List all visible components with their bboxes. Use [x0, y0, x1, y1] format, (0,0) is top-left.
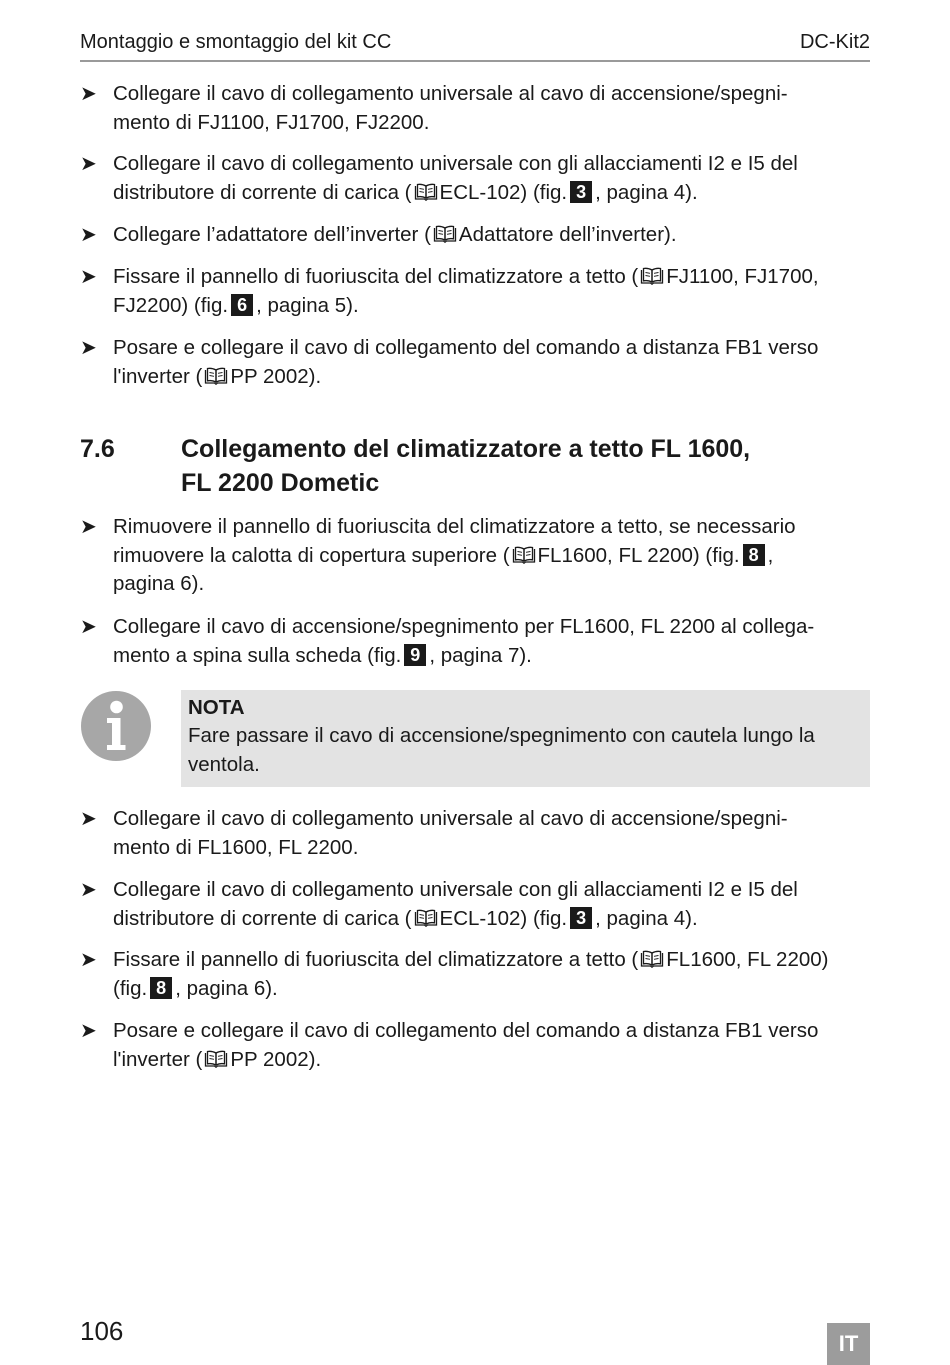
arrow-bullet-icon: ➤: [80, 949, 97, 971]
section-number: 7.6: [80, 435, 115, 463]
arrow-bullet-icon: ➤: [80, 1020, 97, 1042]
reference-text: FL1600, FL 2200) (fig.: [537, 543, 740, 567]
reference-text: ECL-102) (fig.: [439, 906, 568, 930]
step-text-line: Collegare il cavo di collegamento universale con gli allacciamenti I2 e I5 del: [113, 152, 798, 175]
step-text: rimuovere la calotta di copertura superiore (: [113, 543, 510, 567]
arrow-bullet-icon: ➤: [80, 224, 97, 246]
step-text: ,: [767, 543, 774, 567]
section-title-line: Collegamento del climatizzatore a tetto FL 1600,: [181, 435, 751, 463]
step-text: mento a spina sulla scheda (fig.: [113, 643, 402, 667]
note-box: [181, 690, 870, 787]
header-chapter-title: Montaggio e smontaggio del kit CC: [80, 31, 392, 53]
step-text: , pagina 4).: [595, 180, 698, 204]
header-product-name: DC-Kit2: [799, 31, 870, 53]
book-reference-icon: [204, 367, 228, 385]
step-text: (fig.: [113, 976, 148, 1000]
reference-text: PP 2002).: [230, 364, 322, 388]
step-text: , pagina 7).: [429, 643, 532, 667]
reference-text: Adattatore dell’inverter).: [458, 223, 677, 246]
arrow-bullet-icon: ➤: [80, 516, 97, 538]
arrow-bullet-icon: ➤: [80, 266, 97, 288]
step-text-line: Posare e collegare il cavo di collegamento del comando a distanza FB1 verso: [113, 1019, 819, 1042]
book-reference-icon: [204, 1050, 228, 1068]
book-reference-icon: [640, 267, 664, 285]
figure-number-badge: 3: [570, 181, 592, 203]
step-text: , pagina 6).: [175, 976, 278, 1000]
step-text-line: Collegare il cavo di collegamento universale al cavo di accensione/spegni-: [113, 82, 788, 105]
reference-text: FJ1100, FJ1700,: [666, 265, 819, 288]
book-reference-icon: [640, 950, 664, 968]
step-text: Fissare il pannello di fuoriuscita del climatizzatore a tetto (: [113, 948, 639, 971]
step-text: l'inverter (: [113, 364, 203, 388]
figure-number-badge: 9: [404, 644, 426, 666]
arrow-bullet-icon: ➤: [80, 808, 97, 830]
note-text-line: ventola.: [188, 752, 260, 776]
section-title-line: FL 2200 Dometic: [181, 469, 380, 497]
figure-number-badge: 6: [231, 294, 253, 316]
step-text-line: pagina 6).: [113, 572, 205, 595]
step-text-line: Rimuovere il pannello di fuoriuscita del climatizzatore a tetto, se necessario: [113, 515, 796, 538]
step-text: , pagina 4).: [595, 906, 698, 930]
reference-text: ECL-102) (fig.: [439, 180, 568, 204]
figure-number-badge: 3: [570, 907, 592, 929]
step-text: distributore di corrente di carica (: [113, 906, 412, 930]
step-text-line: mento di FL1600, FL 2200.: [113, 835, 359, 859]
note-text-line: Fare passare il cavo di accensione/spegnimento con cautela lungo la: [188, 724, 815, 747]
note-label: NOTA: [188, 696, 245, 719]
figure-number-badge: 8: [150, 977, 172, 999]
step-text-line: Collegare il cavo di accensione/spegnimento per FL1600, FL 2200 al collega-: [113, 615, 815, 638]
reference-text: FL1600, FL 2200): [666, 948, 829, 971]
arrow-bullet-icon: ➤: [80, 83, 97, 105]
step-text-line: Posare e collegare il cavo di collegamento del comando a distanza FB1 verso: [113, 336, 819, 359]
step-text-line: Collegare il cavo di collegamento universale con gli allacciamenti I2 e I5 del: [113, 878, 798, 901]
language-tab: IT: [827, 1323, 870, 1365]
book-reference-icon: [433, 225, 457, 243]
arrow-bullet-icon: ➤: [80, 337, 97, 359]
book-reference-icon: [414, 183, 438, 201]
book-reference-icon: [414, 909, 438, 927]
step-text-line: mento di FJ1100, FJ1700, FJ2200.: [113, 110, 430, 134]
step-text: Collegare l’adattatore dell’inverter (: [113, 223, 431, 246]
arrow-bullet-icon: ➤: [80, 616, 97, 638]
info-icon: [80, 690, 152, 762]
reference-text: PP 2002).: [230, 1047, 322, 1071]
step-text: l'inverter (: [113, 1047, 203, 1071]
book-reference-icon: [512, 546, 536, 564]
step-text: FJ2200) (fig.: [113, 293, 229, 317]
arrow-bullet-icon: ➤: [80, 879, 97, 901]
step-text-line: Collegare il cavo di collegamento universale al cavo di accensione/spegni-: [113, 807, 788, 830]
figure-number-badge: 8: [743, 544, 765, 566]
step-text: , pagina 5).: [256, 293, 359, 317]
step-text: Fissare il pannello di fuoriuscita del climatizzatore a tetto (: [113, 265, 639, 288]
step-text: distributore di corrente di carica (: [113, 180, 412, 204]
arrow-bullet-icon: ➤: [80, 153, 97, 175]
page-number: 106: [80, 1316, 124, 1346]
running-header: [80, 30, 870, 62]
